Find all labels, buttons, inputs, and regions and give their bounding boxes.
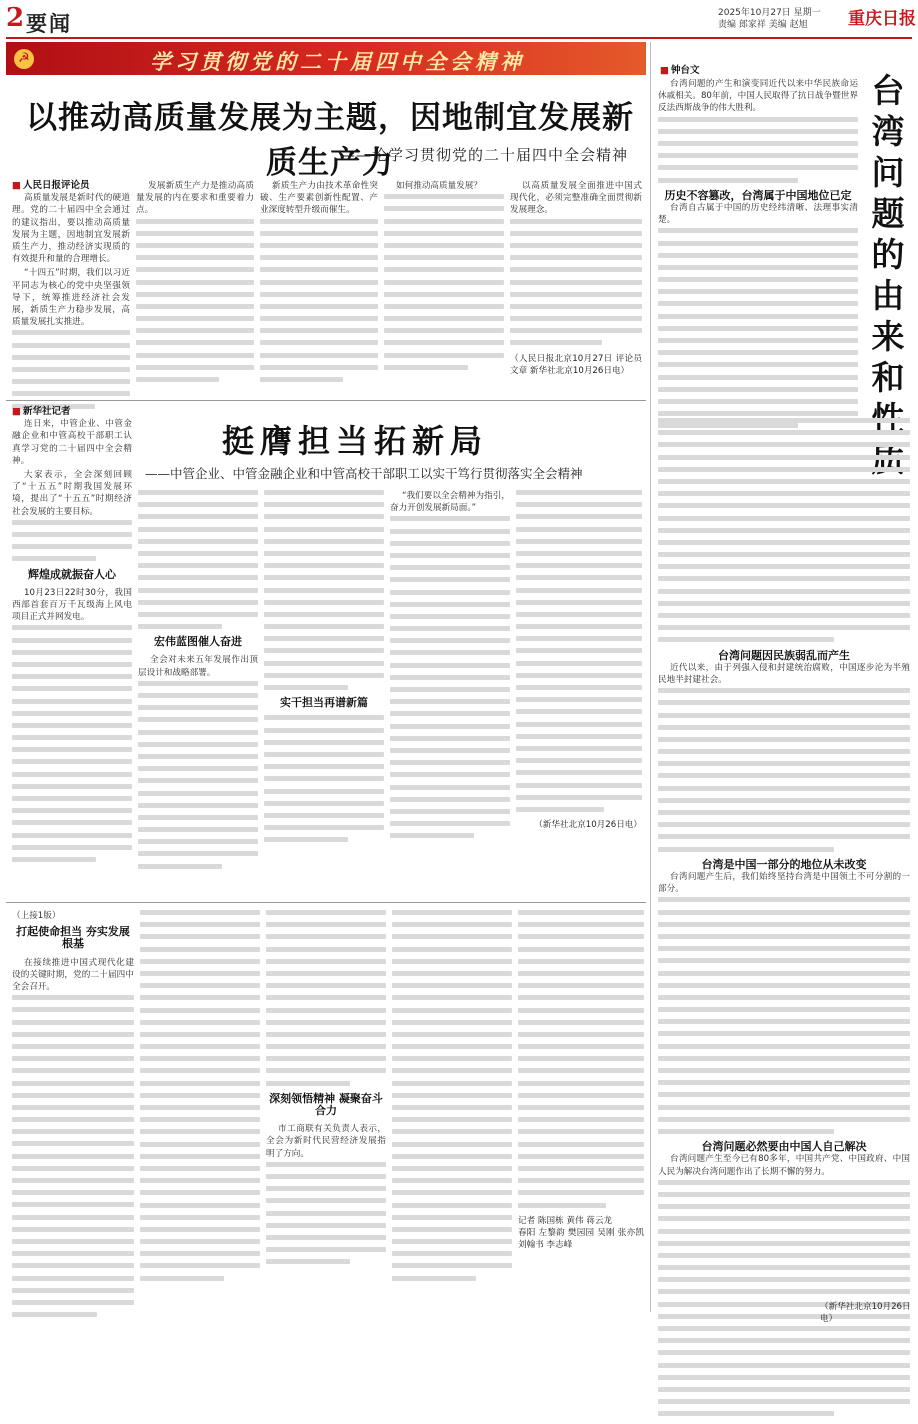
masthead-rule — [6, 37, 912, 39]
subsection-title: 辉煌成就振奋人心 — [28, 567, 116, 581]
sidebar-col-top — [658, 78, 858, 436]
subsection-title: 台湾是中国一部分的地位从未改变 — [701, 857, 867, 871]
section-divider — [6, 902, 646, 903]
subsection-title: 台湾问题因民族弱乱而产生 — [718, 648, 850, 662]
article2-source: （新华社北京10月26日电） — [534, 820, 642, 831]
sidebar-title: 台湾问题的由来和性 — [871, 71, 905, 438]
subheadline: ——论学习贯彻党的二十届四中全会精神 — [340, 146, 629, 164]
paragraph: 台湾问题的产生和演变同近代以来中华民族命运休戚相关。80年前，中国人民取得了抗日战争暨世界反法西斯战争的伟大胜利。 — [658, 79, 858, 114]
article1-col3 — [260, 180, 378, 389]
paragraph: “我们要以全会精神为指引，奋力开创发展新局面。” — [390, 491, 510, 514]
subsection-title: 历史不容篡改，台湾属于中国地位已定 — [664, 188, 852, 202]
headline: 以推动高质量发展为主题，因地制宜发展新质生产力 — [26, 100, 634, 181]
article1-col5 — [510, 180, 642, 377]
article3-col4 — [392, 910, 512, 1288]
paragraph: 高质量发展是新时代的硬道理。党的二十届四中全会通过的建议指出，要以推动高质量发展为主题，因地制宜发展新质生产力，推动经济实现质的有效提升和量的合理增长。 — [12, 193, 130, 265]
subsection-title: 宏伟蓝图催人奋进 — [154, 635, 242, 649]
paragraph: 10月23日22时30分，我国西部首套百万千瓦级海上风电项目正式并网发电。 — [12, 587, 132, 623]
article1-source: （人民日报北京10月27日 评论员文章 新华社北京10月26日电） — [510, 353, 642, 376]
paragraph: 台湾自古属于中国的历史经纬清晰、法理事实清楚。 — [658, 202, 858, 226]
subsection-title: 打起使命担当 夯实发展根基 — [16, 925, 130, 951]
article2-col1 — [12, 406, 132, 869]
paragraph: 全会对未来五年发展作出顶层设计和战略部署。 — [138, 655, 258, 678]
column-rule — [650, 42, 651, 1312]
subsection-title: 深刻领悟精神 凝聚奋斗合力 — [269, 1091, 383, 1118]
subheadline-2: ——中管企业、中管金融企业和中管高校干部职工以实干笃行贯彻落实全会精神 — [145, 466, 583, 481]
paragraph: 以高质量发展全面推进中国式现代化，必须完整准确全面贯彻新发展理念。 — [510, 181, 642, 216]
paragraph: 近代以来，由于列强入侵和封建统治腐败，中国逐步沦为半殖民地半封建社会。 — [658, 662, 910, 685]
article2-col3 — [264, 490, 384, 849]
subsection-title: 台湾问题必然要由中国人自己解决 — [701, 1140, 867, 1154]
paragraph: “十四五”时期，我们以习近平同志为核心的党中央坚强领导下，统筹推进经济社会发展，新质生产力稳步发展，高质量发展扎实推进。 — [12, 268, 130, 328]
paragraph: 在接续推进中国式现代化建设的关键时期，党的二十届四中全会召开。 — [12, 957, 134, 993]
paragraph: 台湾问题产生至今已有80多年，中国共产党、中国政府、中国人民为解决台湾问题作出了长期不懈的努力。 — [658, 1154, 910, 1177]
reporter-signature: 记者 陈国栋 黄伟 蒋云龙 — [518, 1215, 613, 1226]
article3-col2 — [140, 910, 260, 1288]
byline: ■ 人民日报评论员 — [12, 180, 130, 192]
sidebar-col-main — [658, 418, 910, 1424]
dateline — [718, 7, 821, 31]
dateline-jump: （上接1版） — [12, 911, 61, 921]
section-label: 要闻 — [26, 11, 72, 36]
sidebar-byline: ■ 钟台文 — [660, 62, 700, 76]
paragraph: 台湾问题产生后，我们始终坚持台湾是中国领土不可分割的一部分。 — [658, 872, 910, 895]
date-line: 2025年10月27日 星期一 — [718, 8, 821, 18]
article2-col5 — [516, 490, 642, 831]
article3-col3 — [266, 910, 386, 1272]
reporter-signature: 春阳 左黎韵 樊园园 吴刚 张亦凯 刘翰书 李志峰 — [518, 1227, 644, 1251]
byline: ■ 新华社记者 — [12, 406, 132, 418]
article3-col5 — [518, 910, 644, 1251]
headline-2: 挺膺担当拓新局 — [221, 422, 488, 460]
paragraph: 市工商联有关负责人表示，全会为新时代民营经济发展指明了方向。 — [266, 1124, 386, 1159]
sidebar-source: （新华社北京10月26日电） — [820, 1302, 911, 1324]
article2-col4 — [390, 490, 510, 845]
article1-col4 — [384, 180, 504, 377]
article2-col2 — [138, 490, 258, 876]
paragraph: 新质生产力由技术革命性突破、生产要素创新性配置、产业深度转型升级而催生。 — [260, 181, 378, 216]
article3-col1 — [12, 910, 134, 1324]
page-number: 2 — [6, 3, 25, 33]
paragraph: 如何推动高质量发展？ — [396, 181, 482, 191]
subsection-title: 实干担当再谱新篇 — [280, 696, 368, 710]
section-divider — [6, 400, 646, 401]
newspaper-brand: 重庆日报 — [848, 9, 916, 29]
paragraph: 连日来，中管企业、中管金融企业和中管高校干部职工认真学习党的二十届四中全会精神。 — [12, 419, 132, 466]
editor-line: 责编 郎家祥 美编 赵旭 — [718, 20, 808, 30]
paragraph: 大家表示，全会深刻回顾了“十五五”时期我国发展环境，提出了“十五五”时期经济社会发展的主要目标。 — [12, 470, 132, 517]
article1-col1 — [12, 180, 130, 416]
paragraph: 发展新质生产力是推动高质量发展的内在要求和重要着力点。 — [136, 181, 254, 216]
banner-title: 学习贯彻党的二十届四中全会精神 — [150, 49, 525, 74]
party-emblem-icon: ☭ — [14, 49, 34, 69]
article1-col2 — [136, 180, 254, 389]
